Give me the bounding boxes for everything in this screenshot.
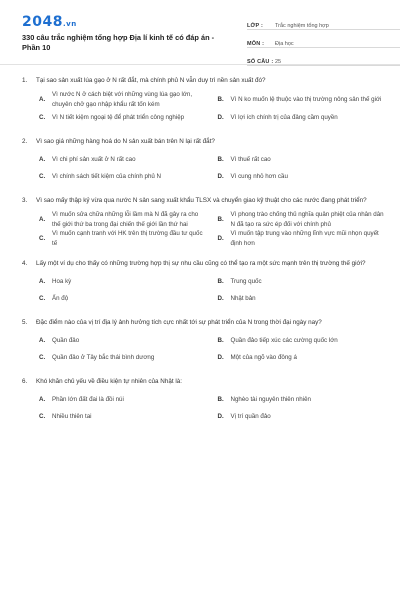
option-letter: D. <box>217 412 224 420</box>
option-letter: A. <box>39 395 46 403</box>
option-d[interactable] <box>218 349 387 366</box>
option-c[interactable] <box>39 109 208 126</box>
option-a[interactable] <box>39 210 208 229</box>
option-b[interactable] <box>218 151 387 168</box>
option-text: Hoa kỳ <box>52 277 72 285</box>
option-text: Phần lớn đất đai là đồi núi <box>52 395 124 403</box>
document-meta <box>247 12 400 66</box>
question-text: Vì sao mấy thập kỷ vừa qua nước N sản sang xuất khẩu TLSX và chuyển giao kỹ thuật cho các nước đang phát triển? <box>36 197 367 204</box>
option-text: Quần đảo <box>52 336 80 344</box>
option-text: Vị trí quần đảo <box>230 412 271 420</box>
question-4 <box>22 259 386 307</box>
option-text: Vì cung nhỏ hơn cầu <box>230 172 288 180</box>
option-b[interactable] <box>218 332 387 349</box>
option-letter: A. <box>39 215 46 223</box>
option-letter: B. <box>217 155 224 163</box>
question-stem <box>22 76 386 86</box>
option-c[interactable] <box>39 408 208 425</box>
question-number: 4. <box>22 260 28 267</box>
logo-main-text: 2048 <box>22 14 63 30</box>
option-text: Vì muốn cạnh tranh với HK trên thị trường đầu tư quốc tế <box>52 230 203 247</box>
option-text: Trung quốc <box>230 277 262 285</box>
option-grid <box>22 210 386 248</box>
header-divider <box>0 64 400 65</box>
option-letter: B. <box>217 395 224 403</box>
option-text: Vì phong trào chống thủ nghĩa quân phiệt của nhân dân N đã tạo ra sức ép đối với chính phủ <box>230 211 384 228</box>
question-stem <box>22 196 386 206</box>
option-grid <box>22 391 386 425</box>
option-text: Vì muốn sửa chữa những lỗi lầm mà N đã gây ra cho thế giới thứ ba trong đại chiến thế giới lần thứ hai <box>52 211 199 228</box>
option-letter: C. <box>39 113 46 121</box>
option-a[interactable] <box>39 90 208 109</box>
question-number: 3. <box>22 197 28 204</box>
option-c[interactable] <box>39 229 208 248</box>
option-text: Quần đảo ở Tây bắc thái bình dương <box>52 353 155 361</box>
option-text: Vì chi phí sản xuất ở N rất cao <box>52 155 136 163</box>
option-a[interactable] <box>39 391 208 408</box>
option-letter: C. <box>39 172 46 180</box>
question-stem <box>22 318 386 328</box>
logo-sub-text: .vn <box>62 20 77 28</box>
site-logo[interactable] <box>22 14 77 30</box>
option-b[interactable] <box>218 210 387 229</box>
option-letter: D. <box>217 113 224 121</box>
option-d[interactable] <box>218 408 387 425</box>
option-letter: D. <box>217 353 224 361</box>
question-list <box>22 76 386 436</box>
option-grid <box>22 90 386 126</box>
option-grid <box>22 332 386 366</box>
option-text: Vì thuế rất cao <box>230 155 271 163</box>
option-letter: A. <box>39 336 46 344</box>
meta-key: SỐ CÂU : <box>247 59 274 65</box>
option-a[interactable] <box>39 151 208 168</box>
meta-row-subject <box>247 30 400 48</box>
option-c[interactable] <box>39 290 208 307</box>
question-text: Lấy một ví dụ cho thấy có những trường hợp thị sự nhu cầu cũng có thể tạo ra một sức mạnh trên thị trường thế giới? <box>36 260 366 267</box>
meta-key: LỚP : <box>247 23 263 29</box>
option-text: Nhiều thiên tai <box>52 412 92 420</box>
option-text: Vì chính sách tiết kiệm của chính phủ N <box>52 172 162 180</box>
question-stem <box>22 259 386 269</box>
question-text: Vì sao giá những hàng hoá do N sản xuất bán trên N lại rất đắt? <box>36 138 215 145</box>
option-d[interactable] <box>218 109 387 126</box>
option-letter: C. <box>39 294 46 302</box>
question-stem <box>22 137 386 147</box>
option-d[interactable] <box>218 168 387 185</box>
question-text: Tại sao sản xuất lúa gạo ở N rất đắt, mà chính phủ N vẫn duy trì nền sản xuất đó? <box>36 77 266 84</box>
option-text: Vì N ko muốn lệ thuộc vào thị trường nông sản thế giới <box>230 95 382 103</box>
option-text: Vì muốn tập trung vào những lĩnh vực mũi nhọn quyết định hơn <box>230 230 379 247</box>
option-a[interactable] <box>39 332 208 349</box>
option-letter: B. <box>217 215 224 223</box>
option-c[interactable] <box>39 349 208 366</box>
option-c[interactable] <box>39 168 208 185</box>
option-text: Vì nước N ở cách biệt với những vùng lúa gạo lớn, chuyên chở gạo nhập khẩu rất tốn kém <box>52 91 193 108</box>
option-text: Một của ngõ vào đông á <box>230 353 297 361</box>
option-d[interactable] <box>218 229 387 248</box>
question-5 <box>22 318 386 366</box>
option-b[interactable] <box>218 273 387 290</box>
option-b[interactable] <box>218 90 387 109</box>
option-letter: B. <box>217 277 224 285</box>
option-grid <box>22 273 386 307</box>
option-letter: D. <box>217 234 224 242</box>
question-text: Đặc điểm nào của vị trí địa lý ảnh hưởng tích cực nhất tới sự phát triển của N trong thời đại ngày nay? <box>36 319 322 326</box>
option-text: Nghèo tài nguyên thiên nhiên <box>230 395 312 403</box>
question-number: 6. <box>22 378 28 385</box>
option-text: Vì N tiết kiệm ngoại tệ để phát triển công nghiệp <box>52 113 185 121</box>
question-number: 2. <box>22 138 28 145</box>
document-title: 330 câu trắc nghiệm tổng hợp Địa lí kinh tế có đáp án - Phần 10 <box>22 33 215 52</box>
option-text: Ấn độ <box>52 294 69 302</box>
option-a[interactable] <box>39 273 208 290</box>
option-letter: D. <box>217 294 224 302</box>
option-letter: C. <box>39 234 46 242</box>
option-text: Vì lợi ích chính trị của đảng cầm quyền <box>230 113 338 121</box>
question-1 <box>22 76 386 126</box>
question-stem <box>22 377 386 387</box>
option-letter: B. <box>217 95 224 103</box>
option-letter: C. <box>39 353 46 361</box>
option-b[interactable] <box>218 391 387 408</box>
meta-key: MÔN : <box>247 41 265 47</box>
page-header <box>22 0 386 65</box>
option-letter: A. <box>39 277 46 285</box>
question-number: 1. <box>22 77 28 84</box>
meta-value: 25 <box>275 59 282 65</box>
option-letter: A. <box>39 95 46 103</box>
meta-value: Địa học <box>275 41 294 47</box>
meta-row-class <box>247 12 400 30</box>
option-letter: D. <box>217 172 224 180</box>
question-3 <box>22 196 386 248</box>
question-6 <box>22 377 386 425</box>
option-letter: C. <box>39 412 46 420</box>
option-letter: B. <box>217 336 224 344</box>
question-text: Khó khăn chủ yếu về điều kiện tự nhiên của Nhật là: <box>36 378 182 385</box>
option-text: Quần đảo tiếp xúc các cường quốc lớn <box>230 336 338 344</box>
question-2 <box>22 137 386 185</box>
question-number: 5. <box>22 319 28 326</box>
option-letter: A. <box>39 155 46 163</box>
meta-value: Trắc nghiệm tổng hợp <box>275 23 329 29</box>
option-d[interactable] <box>218 290 387 307</box>
option-grid <box>22 151 386 185</box>
option-text: Nhật bản <box>230 294 256 302</box>
